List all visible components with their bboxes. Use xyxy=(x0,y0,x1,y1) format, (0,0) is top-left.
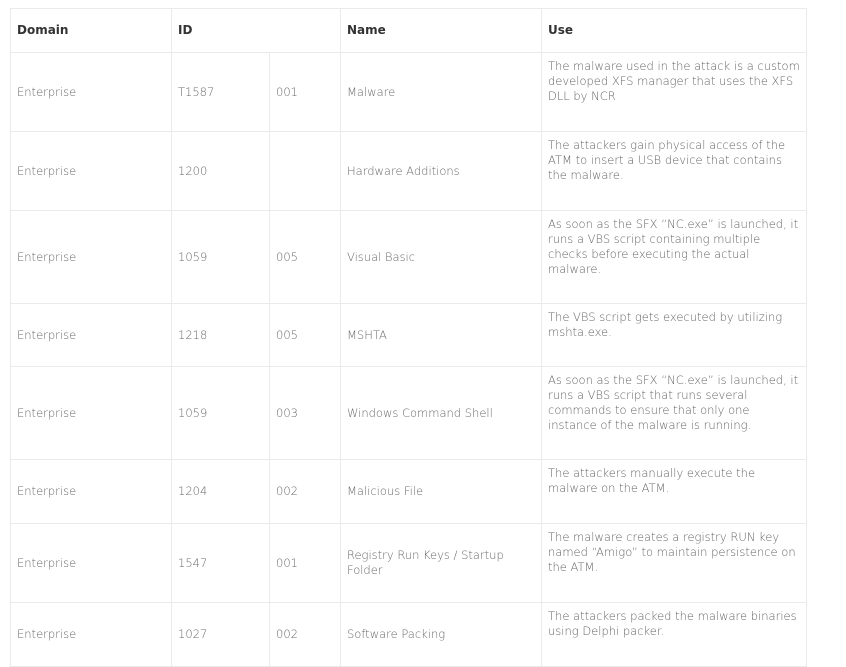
cell-sub-id: 005 xyxy=(270,211,341,304)
cell-id: 1204 xyxy=(172,460,270,524)
cell-name: Malware xyxy=(341,53,542,132)
table-row xyxy=(11,367,807,460)
cell-id: T1587 xyxy=(172,53,270,132)
cell-domain: Enterprise xyxy=(11,211,172,304)
cell-domain: Enterprise xyxy=(11,603,172,667)
cell-name: Registry Run Keys / Startup Folder xyxy=(341,524,542,603)
cell-use: The malware creates a registry RUN key named “Amigo” to maintain persistence on the ATM. xyxy=(542,524,807,603)
cell-sub-id: 002 xyxy=(270,603,341,667)
cell-use: As soon as the SFX “NC.exe” is launched, it runs a VBS script that runs several commands to ensure that only one instance of the malware is running. xyxy=(542,367,807,460)
cell-name: MSHTA xyxy=(341,304,542,367)
cell-name: Windows Command Shell xyxy=(341,367,542,460)
cell-sub-id: 001 xyxy=(270,53,341,132)
cell-name: Software Packing xyxy=(341,603,542,667)
techniques-table-container xyxy=(10,8,806,667)
cell-sub-id: 003 xyxy=(270,367,341,460)
table-row xyxy=(11,603,807,667)
cell-id: 1059 xyxy=(172,211,270,304)
cell-domain: Enterprise xyxy=(11,132,172,211)
cell-use: The attackers packed the malware binaries using Delphi packer. xyxy=(542,603,807,667)
header-id: ID xyxy=(172,9,341,53)
cell-sub-id xyxy=(270,132,341,211)
table-row xyxy=(11,460,807,524)
cell-name: Malicious File xyxy=(341,460,542,524)
cell-use: The attackers gain physical access of the ATM to insert a USB device that contains the malware. xyxy=(542,132,807,211)
cell-domain: Enterprise xyxy=(11,53,172,132)
table-body xyxy=(11,53,807,667)
cell-domain: Enterprise xyxy=(11,367,172,460)
cell-sub-id: 005 xyxy=(270,304,341,367)
cell-id: 1059 xyxy=(172,367,270,460)
cell-id: 1547 xyxy=(172,524,270,603)
cell-sub-id: 002 xyxy=(270,460,341,524)
cell-sub-id: 001 xyxy=(270,524,341,603)
cell-id: 1218 xyxy=(172,304,270,367)
cell-id: 1027 xyxy=(172,603,270,667)
cell-domain: Enterprise xyxy=(11,304,172,367)
cell-use: As soon as the SFX “NC.exe” is launched, it runs a VBS script containing multiple checks before executing the actual malware. xyxy=(542,211,807,304)
header-name: Name xyxy=(341,9,542,53)
cell-use: The attackers manually execute the malware on the ATM. xyxy=(542,460,807,524)
cell-name: Visual Basic xyxy=(341,211,542,304)
table-row xyxy=(11,211,807,304)
cell-domain: Enterprise xyxy=(11,460,172,524)
table-header xyxy=(11,9,807,53)
header-row xyxy=(11,9,807,53)
techniques-table xyxy=(10,8,807,667)
cell-id: 1200 xyxy=(172,132,270,211)
cell-use: The malware used in the attack is a custom developed XFS manager that uses the XFS DLL by NCR xyxy=(542,53,807,132)
table-row xyxy=(11,304,807,367)
table-row xyxy=(11,132,807,211)
header-use: Use xyxy=(542,9,807,53)
table-row xyxy=(11,524,807,603)
header-domain: Domain xyxy=(11,9,172,53)
cell-name: Hardware Additions xyxy=(341,132,542,211)
cell-domain: Enterprise xyxy=(11,524,172,603)
cell-use: The VBS script gets executed by utilizing mshta.exe. xyxy=(542,304,807,367)
table-row xyxy=(11,53,807,132)
